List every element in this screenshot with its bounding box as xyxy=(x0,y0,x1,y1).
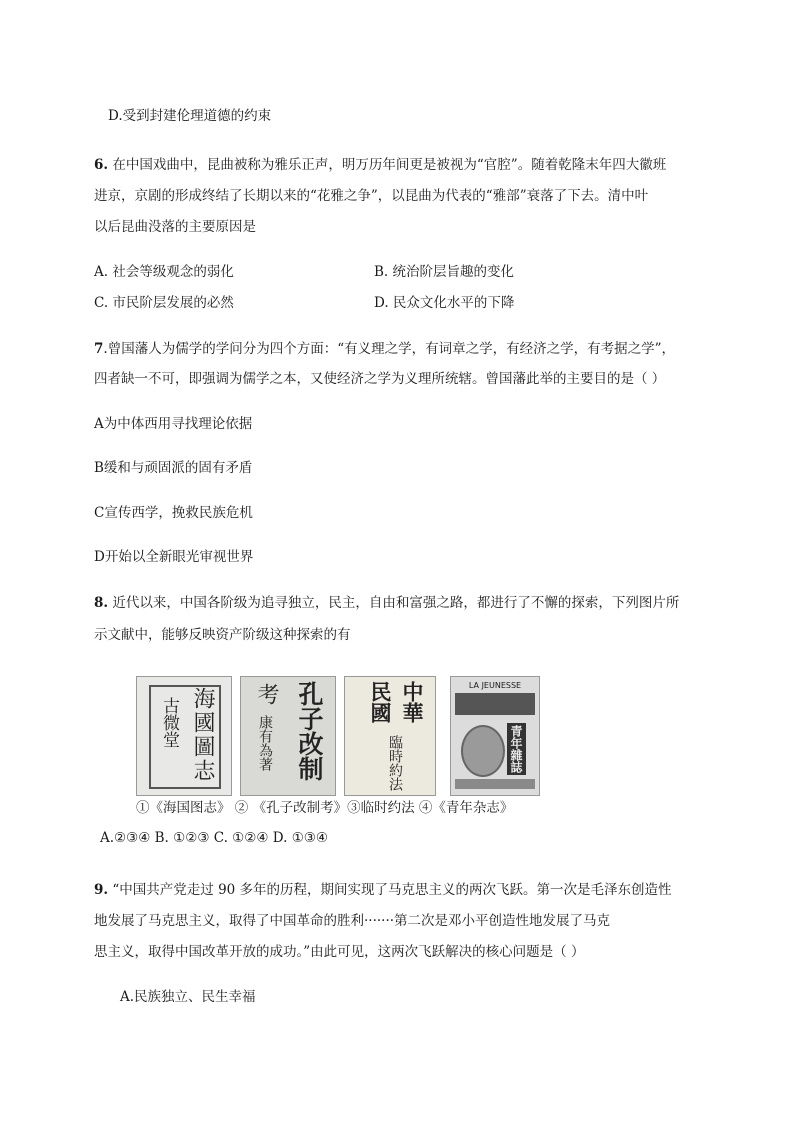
q6-number: 6. xyxy=(94,157,109,173)
image-haiguotuzhi xyxy=(136,676,232,796)
img2-top: 考 xyxy=(254,683,279,705)
q7-stem-line2: 四者缺一不可，即强调为儒学之本，又使经济之学为义理所统辖。曾国藩此举的主要目的是（ ） xyxy=(94,371,666,387)
q6-option-d: D. 民众文化水平的下降 xyxy=(374,295,515,311)
q6-stem-line2: 进京，京剧的形成终结了长期以来的“花雅之争”，以昆曲为代表的“雅部”衰落了下去。清中叶 xyxy=(94,188,649,204)
image-qingnianzazhi xyxy=(450,676,540,796)
q7-stem-line1 xyxy=(94,339,675,359)
q7-option-d: D开始以全新眼光审视世界 xyxy=(94,549,254,565)
image-linshiyuefa xyxy=(344,676,436,796)
img4-title: 青年雜誌 xyxy=(507,723,526,775)
img4-header: LA JEUNESSE xyxy=(468,681,522,690)
q9-stem-line2: 地发展了马克思主义，取得了中国革命的胜利·······第二次是邓小平创造性地发展了马克 xyxy=(94,913,611,929)
q7-option-c: C宣传西学，挽救民族危机 xyxy=(94,505,253,521)
img1-title: 海國圖志 xyxy=(190,687,215,783)
img1-side: 古微堂 xyxy=(159,697,179,748)
q9-stem-line1 xyxy=(94,880,672,900)
q6-option-a: A. 社会等级观念的弱化 xyxy=(94,264,234,280)
img4-banner xyxy=(455,693,535,715)
img3-col2: 中華 xyxy=(400,681,425,723)
q9-stem-text-1: “中国共产党走过 90 多年的历程，期间实现了马克思主义的两次飞跃。第一次是毛泽东创造性 xyxy=(112,882,672,898)
img4-portrait xyxy=(461,725,505,777)
img3-body: 臨時約法 xyxy=(387,735,403,791)
q7-stem-text-1: .曾国藩人为儒学的学问分为四个方面：“有义理之学，有词章之学，有经济之学，有考据之学”， xyxy=(103,341,675,357)
q6-stem-text-1: 在中国戏曲中，昆曲被称为雅乐正声，明万历年间更是被视为“官腔”。随着乾隆末年四大徽班 xyxy=(112,157,667,173)
q8-caption: ①《海国图志》 ② 《孔子改制考》③临时约法 ④《青年杂志》 xyxy=(136,800,514,816)
q6-option-c: C. 市民阶层发展的必然 xyxy=(94,295,234,311)
q9-number: 9. xyxy=(94,882,109,898)
q5-option-d: D.受到封建伦理道德的约束 xyxy=(108,108,272,124)
q6-option-b: B. 统治阶层旨趣的变化 xyxy=(374,264,515,280)
q7-option-a: A为中体西用寻找理论依据 xyxy=(94,416,253,432)
q8-stem-line1 xyxy=(94,593,679,613)
q8-number: 8. xyxy=(94,595,109,611)
img4-footer xyxy=(455,779,535,789)
q7-option-b: B缓和与顽固派的固有矛盾 xyxy=(94,460,253,476)
img2-title: 孔子改制 xyxy=(295,681,324,781)
q7-number: 7 xyxy=(94,341,104,357)
q8-stem-line2: 示文献中，能够反映资产阶级这种探索的有 xyxy=(94,627,351,643)
q9-stem-line3: 思主义，取得中国改革开放的成功。”由此可见，这两次飞跃解决的核心问题是（ ） xyxy=(94,944,585,960)
q8-stem-text-1: 近代以来，中国各阶级为追寻独立，民主，自由和富强之路，都进行了不懈的探索，下列图片所 xyxy=(112,595,680,611)
q6-stem-line3: 以后昆曲没落的主要原因是 xyxy=(94,219,256,235)
q8-options: A.②③④ B. ①②③ C. ①②④ D. ①③④ xyxy=(100,830,329,846)
img2-author: 康有為著 xyxy=(257,715,273,771)
q9-option-a: A.民族独立、民生幸福 xyxy=(120,989,256,1005)
image-kongzigaizhikao xyxy=(240,676,336,796)
q6-stem-line1 xyxy=(94,155,666,175)
img3-col1: 民國 xyxy=(368,681,393,723)
